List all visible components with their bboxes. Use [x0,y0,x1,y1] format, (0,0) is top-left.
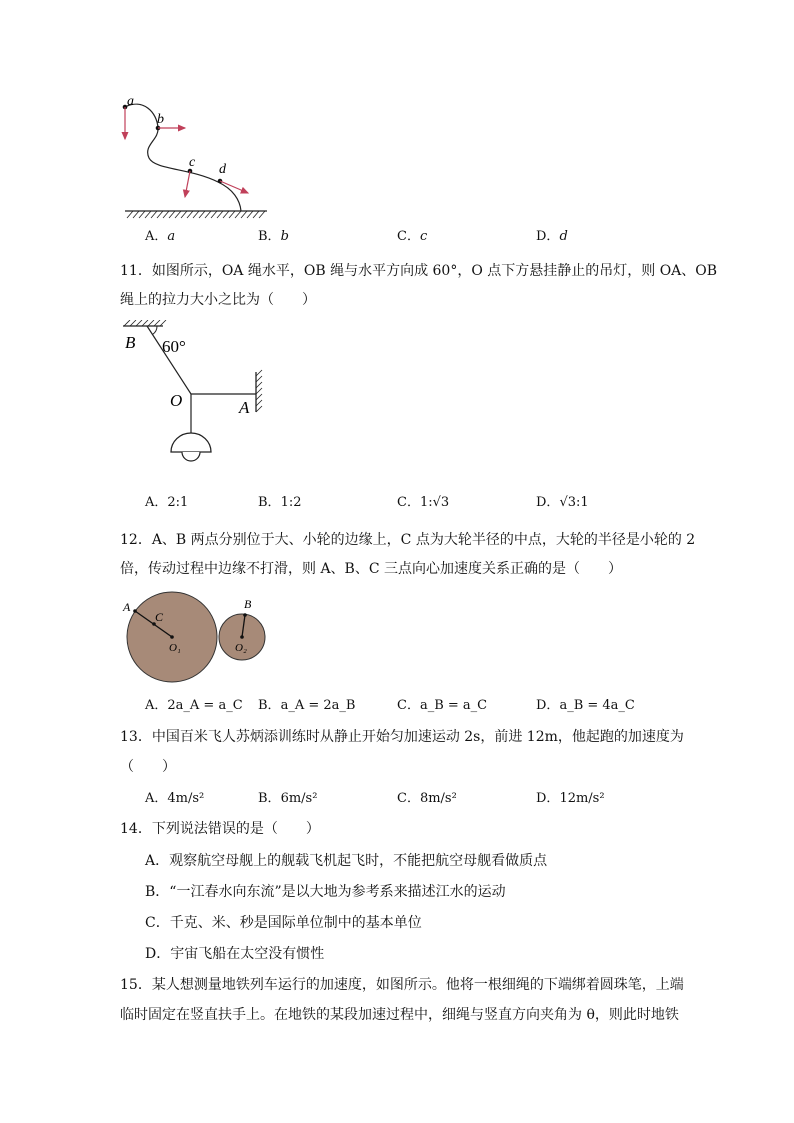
arrow-d [220,181,248,193]
q13-option-c[interactable]: C．8m/s² [397,791,457,806]
q12-stem-line1: 12．A、B 两点分别位于大、小轮的边缘上，C 点为大轮半径的中点，大轮的半径是小轮的 2 [120,532,696,548]
q12-stem-line2: 倍，传动过程中边缘不打滑，则 A、B、C 三点向心加速度关系正确的是（ ） [120,561,623,577]
q13-option-b[interactable]: B．6m/s² [258,791,318,806]
label-A: A [123,600,131,614]
q14-option-b[interactable]: B．“一江春水向东流”是以大地为参考系来描述江水的运动 [145,884,506,900]
q12-option-d[interactable]: D．a_B = 4a_C [536,698,635,713]
label-A: A [239,398,250,417]
ceiling-hatch [124,320,166,326]
label-B: B [244,597,252,611]
label-O2: O₂ [235,642,247,654]
point-A [133,609,137,613]
q10-figure [115,90,285,220]
q10-option-d[interactable]: D．d [536,229,568,244]
ground-hatch [127,211,265,218]
q12-option-a[interactable]: A．2a_A = a_C [145,698,243,713]
q14-option-a[interactable]: A．观察航空母舰上的舰载飞机起飞时，不能把航空母舰看做质点 [145,853,548,869]
q15-stem-line1: 15．某人想测量地铁列车运行的加速度，如图所示。他将一根细绳的下端绑着圆珠笔，上端 [120,977,684,993]
q11-stem-line2: 绳上的拉力大小之比为（ ） [120,292,316,308]
q13-option-d[interactable]: D．12m/s² [536,791,605,806]
q12-option-b[interactable]: B．a_A = 2a_B [258,698,356,713]
q11-option-a[interactable]: A．2:1 [145,495,189,510]
arrow-c [185,171,190,197]
q13-stem-line2: （ ） [120,759,176,775]
q10-option-c[interactable]: C．c [397,229,428,244]
q12-figure [118,590,278,690]
lamp-bulb [182,452,200,461]
q11-option-b[interactable]: B．1:2 [258,495,302,510]
q13-option-a[interactable]: A．4m/s² [145,791,205,806]
label-a: a [127,94,134,109]
label-d: d [219,162,226,177]
label-O: O [170,391,183,410]
q13-stem-line1: 13．中国百米飞人苏炳添训练时从静止开始匀加速运动 2s，前进 12m，他起跑的加速度为 [120,729,684,745]
q11-figure [118,320,268,475]
label-angle: 60° [162,337,186,356]
wall-hatch [256,370,262,412]
q15-stem-line2: 临时固定在竖直扶手上。在地铁的某段加速过程中，细绳与竖直方向夹角为 θ，则此时地铁 [120,1007,679,1023]
label-C: C [155,610,164,624]
track-curve [125,104,241,211]
angle-arc [153,326,158,335]
point-O1 [170,635,174,639]
point-B [243,613,247,617]
q10-option-a[interactable]: A．a [145,229,176,244]
label-c: c [189,155,196,170]
label-b: b [157,112,164,127]
q11-option-c[interactable]: C．1:√3 [397,495,450,510]
q11-stem-line1: 11．如图所示，OA 绳水平，OB 绳与水平方向成 60°，O 点下方悬挂静止的吊灯，则 OA、OB [120,263,718,279]
q14-option-d[interactable]: D．宇宙飞船在太空没有惯性 [145,946,325,962]
label-O1: O₁ [169,642,181,654]
lamp-shade [171,433,211,452]
q14-option-c[interactable]: C．千克、米、秒是国际单位制中的基本单位 [145,915,422,931]
label-B: B [125,333,136,352]
q12-option-c[interactable]: C．a_B = a_C [397,698,488,713]
point-O2 [240,635,244,639]
q14-stem: 14．下列说法错误的是（ ） [120,821,320,837]
q10-option-b[interactable]: B．b [258,229,289,244]
q11-option-d[interactable]: D．√3:1 [536,495,589,510]
